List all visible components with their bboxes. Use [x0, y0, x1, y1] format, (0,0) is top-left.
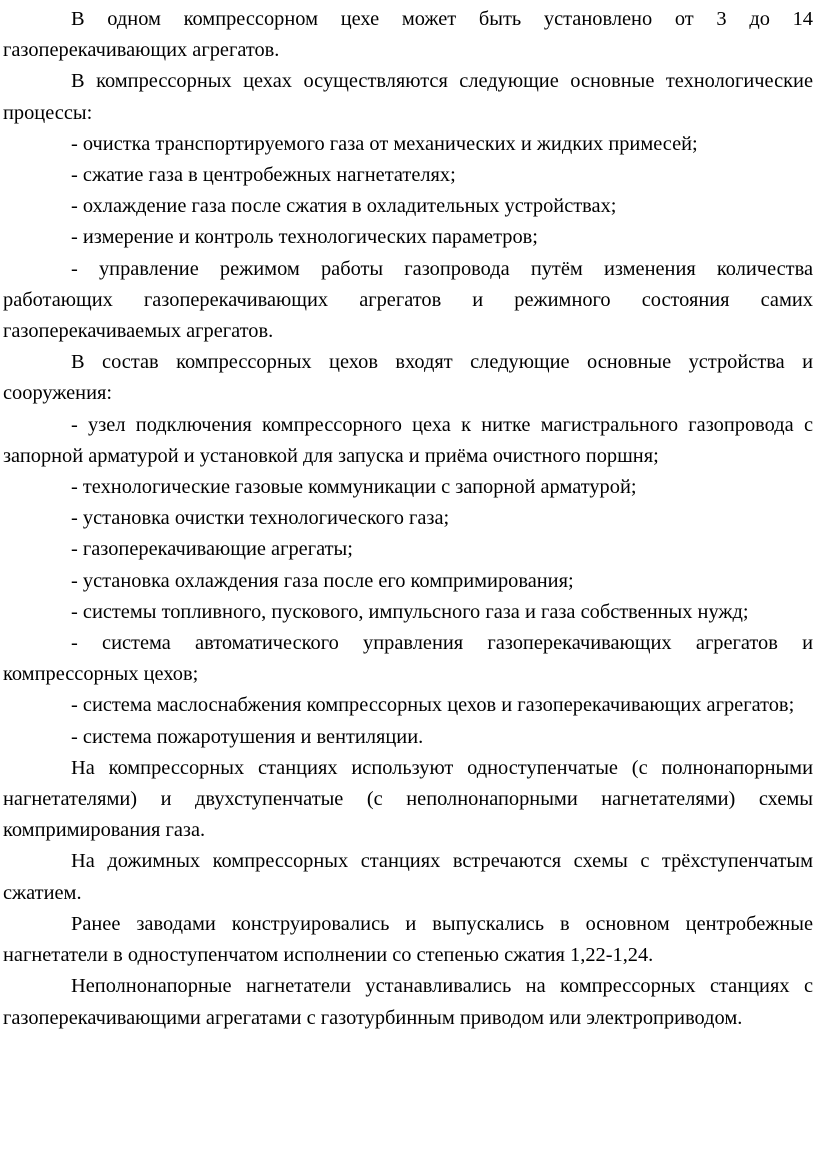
paragraph-partial-pressure-compressors: Неполнонапорные нагнетатели устанавливались на компрессорных станциях с газоперекачивающими агрегатами с газотурбинным приводом или электроприводом.	[3, 975, 813, 1029]
paragraph-equipment-intro: В состав компрессорных цехов входят следующие основные устройства и сооружения:	[3, 351, 813, 405]
paragraph-single-stage-compressors: Ранее заводами конструировались и выпускались в основном центробежные нагнетатели в одноступенчатом исполнении со степенью сжатия 1,22-1,24.	[3, 912, 813, 967]
paragraph-processes-intro: В компрессорных цехах осуществляются следующие основные технологические процессы:	[3, 70, 813, 124]
list-item-pipeline-mode-control: - управление режимом работы газопровода путём изменения количества работающих газоперекачивающих агрегатов и режимного состояния самих газоперекачиваемых агрегатов.	[3, 257, 813, 343]
list-item-gas-cleaning-unit: - установка очистки технологического газа;	[71, 507, 450, 530]
list-item-fire-ventilation-system: - система пожаротушения и вентиляции.	[71, 725, 424, 748]
list-item-measurement-control: - измерение и контроль технологических параметров;	[71, 226, 538, 249]
list-item-automatic-control-system: - система автоматического управления газоперекачивающих агрегатов и компрессорных цехов;	[3, 632, 813, 686]
list-item-gas-communications: - технологические газовые коммуникации с запорной арматурой;	[71, 476, 637, 499]
paragraph-compression-schemes: На компрессорных станциях используют одноступенчатые (с полнонапорными нагнетателями) и двухступенчатые (с неполнонапорными нагнетателями) схемы компримирования газа.	[3, 756, 813, 842]
list-item-oil-supply-system: - система маслоснабжения компрессорных цехов и газоперекачивающих агрегатов;	[71, 694, 795, 717]
paragraph-booster-stations: На дожимных компрессорных станциях встречаются схемы с трёхступенчатым сжатием.	[3, 850, 813, 904]
paragraph-compressor-unit-count: В одном компрессорном цехе может быть установлено от 3 до 14 газоперекачивающих агрегатов.	[3, 8, 813, 62]
list-item-gas-cooling: - охлаждение газа после сжатия в охладительных устройствах;	[71, 195, 617, 218]
list-item-fuel-gas-systems: - системы топливного, пускового, импульсного газа и газа собственных нужд;	[71, 600, 749, 623]
list-item-gas-cleaning: - очистка транспортируемого газа от механических и жидких примесей;	[71, 132, 698, 155]
list-item-gas-cooling-unit: - установка охлаждения газа после его компримирования;	[71, 569, 574, 592]
list-item-gas-compression: - сжатие газа в центробежных нагнетателях;	[71, 164, 456, 187]
list-item-gas-pumping-units: - газоперекачивающие агрегаты;	[71, 538, 353, 561]
list-item-connection-node: - узел подключения компрессорного цеха к нитке магистрального газопровода с запорной арматурой и установкой для запуска и приёма очистного поршня;	[3, 413, 813, 467]
